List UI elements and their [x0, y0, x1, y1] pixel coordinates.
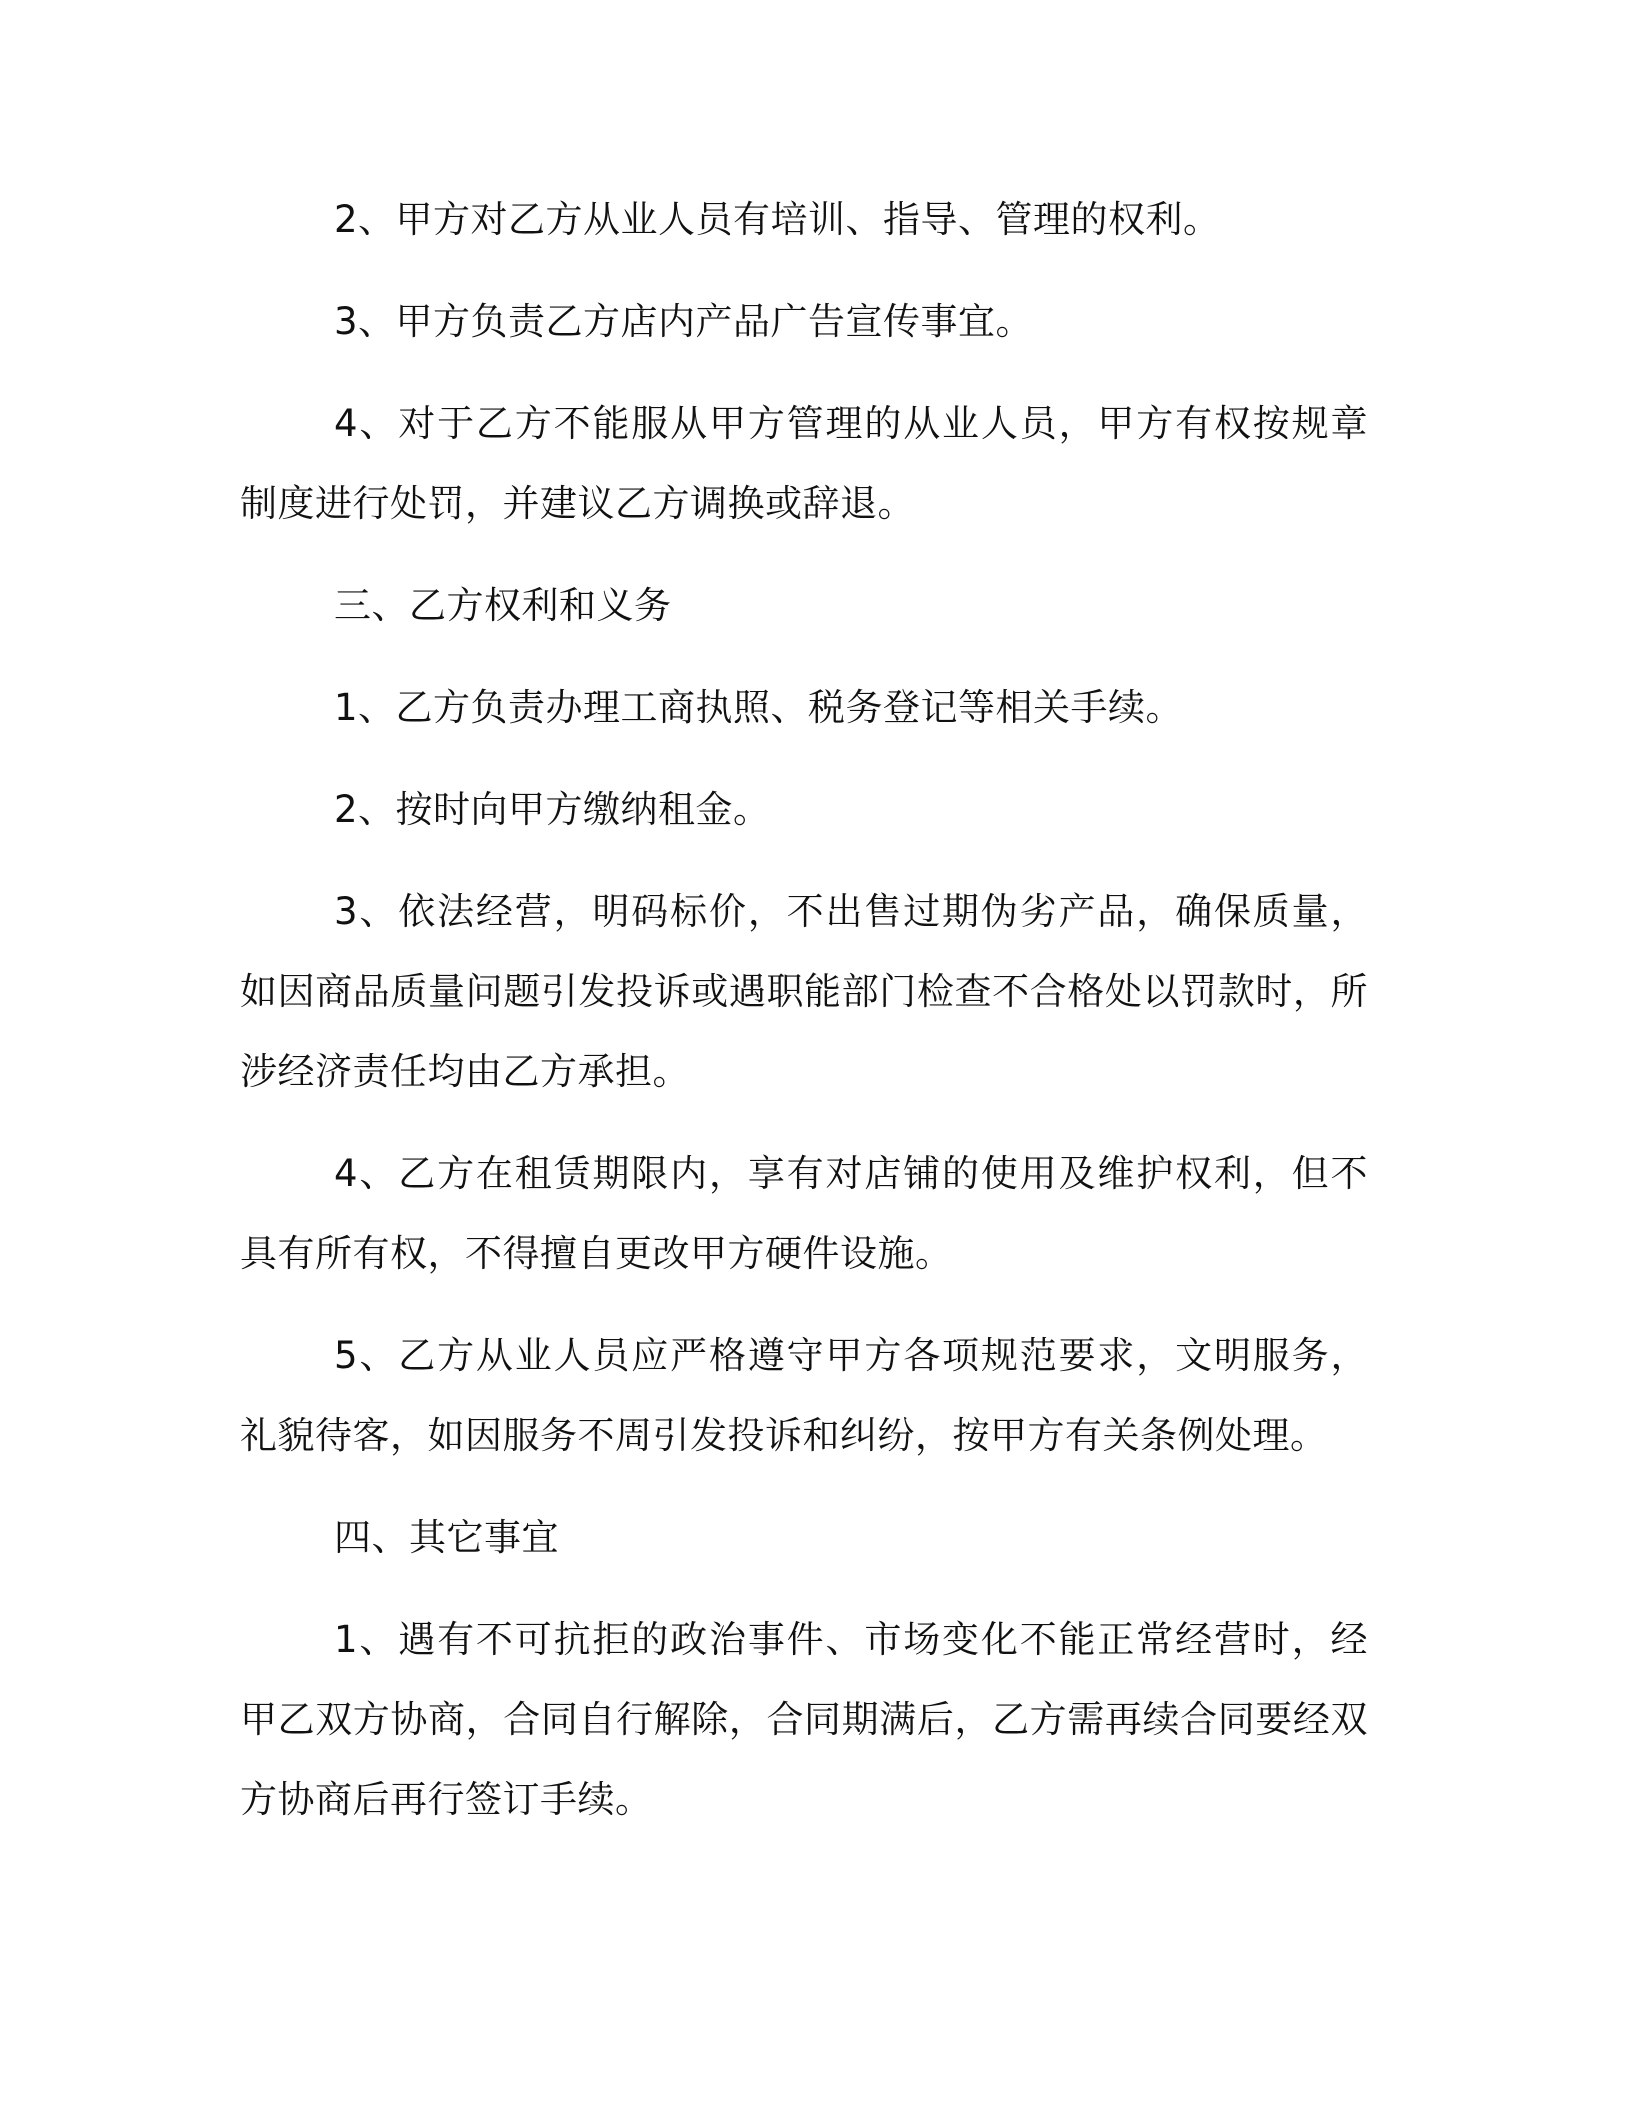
paragraph-b-clause-5-service: 5、乙方从业人员应严格遵守甲方各项规范要求，文明服务，礼貌待客，如因服务不周引发投诉和纠纷，按甲方有关条例处理。 — [240, 1334, 1368, 1457]
paragraph-clause-2-training: 2、甲方对乙方从业人员有培训、指导、管理的权利。 — [334, 198, 1221, 241]
section-heading-party-b-rights: 三、乙方权利和义务 — [334, 584, 672, 627]
paragraph-clause-3-advertising: 3、甲方负责乙方店内产品广告宣传事宜。 — [334, 300, 1034, 343]
paragraph-b-clause-1-license: 1、乙方负责办理工商执照、税务登记等相关手续。 — [334, 686, 1184, 729]
paragraph-b-clause-4-lease-use: 4、乙方在租赁期限内，享有对店铺的使用及维护权利，但不具有所有权，不得擅自更改甲方硬件设施。 — [240, 1152, 1368, 1275]
paragraph-b-clause-3-quality: 3、依法经营，明码标价，不出售过期伪劣产品，确保质量，如因商品质量问题引发投诉或遇职能部门检查不合格处以罚款时，所涉经济责任均由乙方承担。 — [240, 890, 1368, 1093]
section-heading-other-matters: 四、其它事宜 — [334, 1516, 559, 1559]
paragraph-b-clause-2-rent: 2、按时向甲方缴纳租金。 — [334, 788, 771, 831]
paragraph-other-clause-1-force-majeure: 1、遇有不可抗拒的政治事件、市场变化不能正常经营时，经甲乙双方协商，合同自行解除，合同期满后，乙方需再续合同要经双方协商后再行签订手续。 — [240, 1618, 1368, 1821]
paragraph-clause-4-penalty: 4、对于乙方不能服从甲方管理的从业人员，甲方有权按规章制度进行处罚，并建议乙方调换或辞退。 — [240, 402, 1368, 525]
